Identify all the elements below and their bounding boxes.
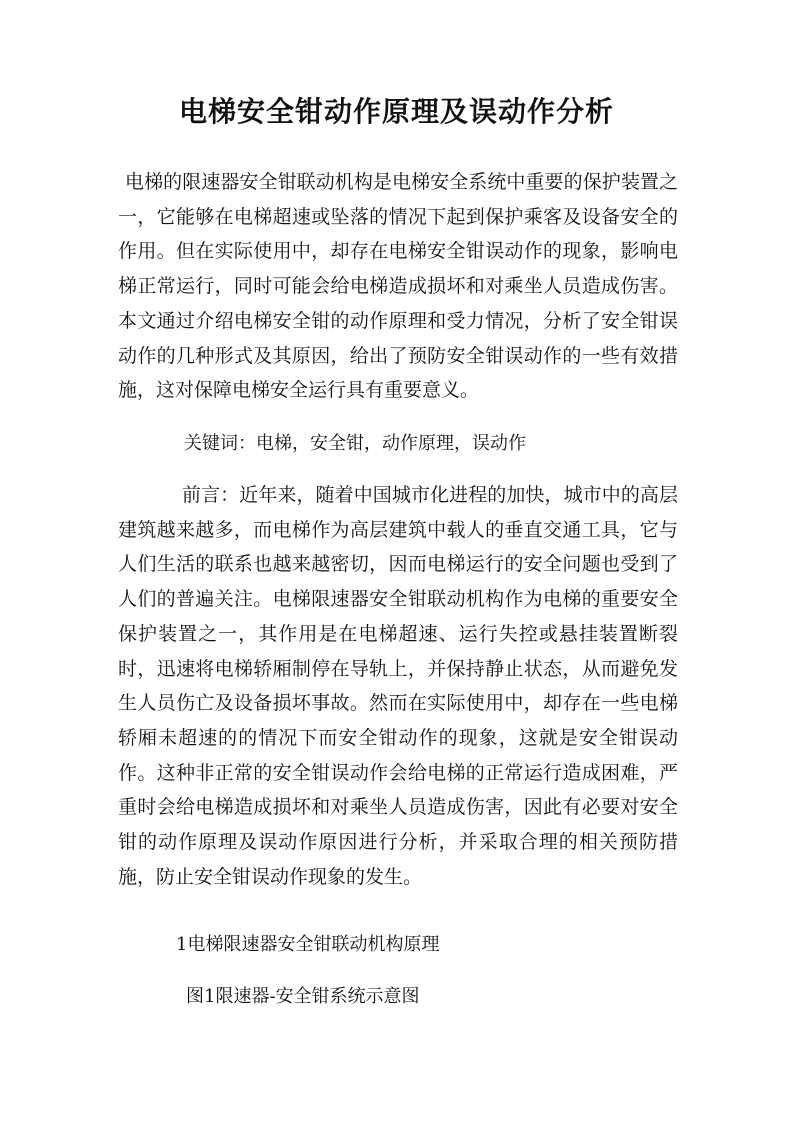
figure-caption: 图1限速器-安全钳系统示意图 [186, 986, 420, 1007]
keywords-line: 关键词：电梯，安全钳，动作原理，误动作 [184, 433, 526, 454]
document-title: 电梯安全钳动作原理及误动作分析 [178, 95, 614, 128]
preface-paragraph: 前言：近年来，随着中国城市化进程的加快，城市中的高层建筑越来越多，而电梯作为高层建筑中载人的垂直交通工具，它与人们生活的联系也越来越密切，因而电梯运行的安全问题也受到了人们的普遍关注。电梯限速器安全钳联动机构作为电梯的重要安全保护装置之一，其作用是在电梯超速、运行失控或悬挂装置断裂时，迅速将电梯轿厢制停在导轨上，并保持静止状态，从而避免发生人员伤亡及设备损坏事故。然而在实际使用中，却存在一些电梯轿厢未超速的的情况下而安全钳动作的现象，这就是安全钳误动作。这种非正常的安全钳误动作会给电梯的正常运行造成困难，严重时会给电梯造成损坏和对乘坐人员造成伤害，因此有必要对安全钳的动作原理及误动作原因进行分析，并采取合理的相关预防措施，防止安全钳误动作现象的发生。 [118, 484, 678, 888]
abstract-paragraph: 电梯的限速器安全钳联动机构是电梯安全系统中重要的保护装置之一，它能够在电梯超速或坠落的情况下起到保护乘客及设备安全的作用。但在实际使用中，却存在电梯安全钳误动作的现象，影响电梯正常运行，同时可能会给电梯造成损坏和对乘坐人员造成伤害。本文通过介绍电梯安全钳的动作原理和受力情况，分析了安全钳误动作的几种形式及其原因，给出了预防安全钳误动作的一些有效措施，这对保障电梯安全运行具有重要意义。 [118, 171, 678, 402]
section-heading-1: 1电梯限速器安全钳联动机构原理 [176, 934, 440, 955]
